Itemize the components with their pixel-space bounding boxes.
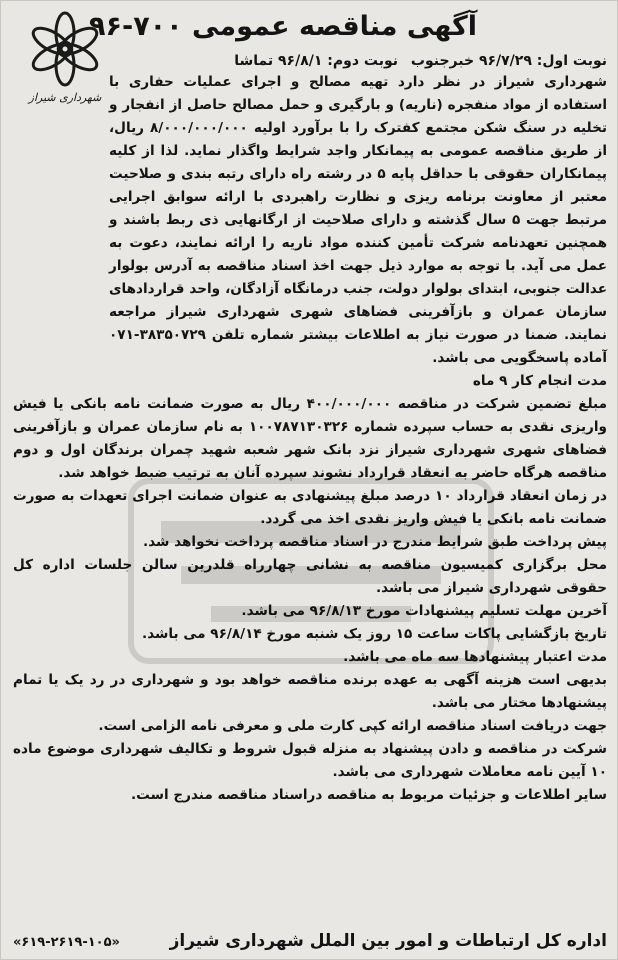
paragraph-opening-date: تاریخ بازگشایی پاکات ساعت ۱۵ روز یک شنبه مورخ ۹۶/۸/۱۴ می باشد.: [142, 626, 607, 642]
footer-code: «۶۱۹-۲۶۱۹-۱۰۵»: [13, 935, 120, 950]
paragraph-ad-cost: بدیهی است هزینه آگهی به عهده برنده مناقصه خواهد بود و شهرداری در رد یک یا تمام پیشنهادها مختار می باشد.: [13, 672, 607, 711]
notice-footer: [13, 931, 607, 951]
paragraph-other-info: سایر اطلاعات و جزئیات مربوط به مناقصه دراسناد مناقصه مندرج است.: [131, 787, 607, 803]
publication-dates: [226, 53, 607, 69]
paragraph-commission-venue: محل برگزاری کمیسیون مناقصه به نشانی چهارراه قلدرین سالن جلسات اداره کل حقوقی شهرداری شیراز می باشد.: [13, 557, 607, 596]
paragraph-documents: جهت دریافت اسناد مناقصه ارائه کپی کارت ملی و معرفی نامه الزامی است.: [98, 718, 607, 734]
paragraph-deadline: آخرین مهلت تسلیم پیشنهادات مورخ ۹۶/۸/۱۳ می باشد.: [241, 603, 607, 619]
paragraph-guarantee: مبلغ تضمین شرکت در مناقصه ۴۰۰/۰۰۰/۰۰۰ ریال به صورت ضمانت نامه بانکی یا فیش واریزی نقدی به حساب سپرده شماره ۱۰۰۷۸۷۱۳۰۳۲۶ به نام سازمان عمران و بازآفرینی فضاهای شهری شهرداری شیراز نزد بانک شهر شعبه شهید چمران برندگان اول و دوم مناقصه هرگاه حاضر به انعقاد قرارداد نشوند سپرده آنان به ترتیب ضبط خواهد شد.: [13, 396, 607, 481]
second-round-date: نوبت دوم: ۹۶/۸/۱ تماشا: [234, 53, 399, 69]
notice-body: [13, 71, 607, 807]
paragraph-validity: مدت اعتبار پیشنهادها سه ماه می باشد.: [343, 649, 607, 665]
footer-organization: اداره کل ارتباطات و امور بین الملل شهرداری شیراز: [169, 931, 607, 951]
paragraph-intro: شهرداری شیراز در نظر دارد تهیه مصالح و اجرای عملیات حفاری با استفاده از مواد منفجره (ناریه) و بارگیری و حمل مصالح حاصل از انفجار و تخلیه در سنگ شکن مجتمع کفترک را با برآورد اولیه ۸/۰۰۰/۰۰۰/۰۰۰ ریال، از طریق مناقصه عمومی به پیمانکار واجد شرایط واگذار نماید. لذا از کلیه پیمانکاران حقوقی با حداقل پایه ۵ در رشته راه دارای رتبه بندی و صلاحیت معتبر از معاونت برنامه ریزی و نظارت راهبردی با ارائه سوابق اجرایی مرتبط جهت ۵ سال گذشته و دارای صلاحیت از ارگانهایی ذی ربط باشند و همچنین تعهدنامه شرکت تأمین کننده مواد ناریه را ارائه نمایند، دعوت به عمل می آید. با توجه به موارد ذیل جهت اخذ اسناد مناقصه به آدرس بولوار عدالت جنوبی، ابتدای بولوار دولت، جنب درمانگاه آزادگان، واحد قراردادهای سازمان عمران و بازآفرینی فضاهای شهری شهرداری شیراز مراجعه نمایند. ضمنا در صورت نیاز به اطلاعات بیشتر شماره تلفن ۳۸۳۵۰۷۲۹-۰۷۱ آماده پاسخگویی می باشد.: [109, 74, 607, 366]
first-round-date: نوبت اول: ۹۶/۷/۲۹ خبرجنوب: [410, 53, 607, 69]
notice-header: [13, 9, 607, 104]
logo-text: شهرداری شیراز: [28, 91, 102, 104]
paragraph-prepayment: پیش پرداخت طبق شرایط مندرج در اسناد مناقصه پرداخت نخواهد شد.: [143, 534, 607, 550]
notice-title: آگهی مناقصه عمومی ۷۰۰-۹۶: [89, 11, 477, 42]
paragraph-participation: شرکت در مناقصه و دادن پیشنهاد به منزله قبول شروط و تکالیف شهرداری موضوع ماده ۱۰ آیین نامه معاملات شهرداری می باشد.: [13, 741, 607, 780]
paragraph-performance-bond: در زمان انعقاد قرارداد ۱۰ درصد مبلغ پیشنهادی به عنوان ضمانت اجرای تعهدات به صورت ضمانت نامه بانکی یا فیش واریز نقدی اخذ می گردد.: [13, 488, 607, 527]
paragraph-duration: مدت انجام کار ۹ ماه: [472, 373, 607, 389]
